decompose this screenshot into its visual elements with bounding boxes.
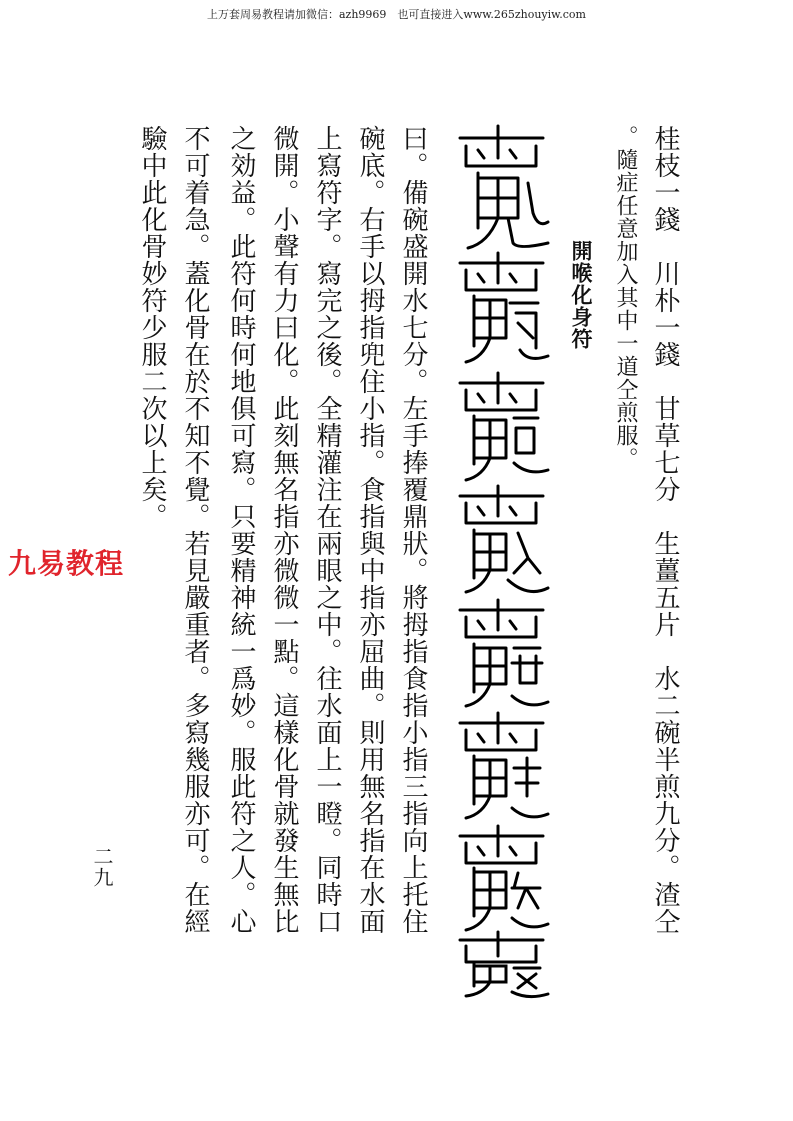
- page-number: 二九: [90, 846, 114, 888]
- text-column-6: 微開。小聲有力曰化。此刻無名指亦微微一點。這樣化骨就發生無比: [269, 125, 299, 935]
- text-column-3: 曰。備碗盛開水七分。左手捧覆鼎狀。將拇指食指小指三指向上托住: [398, 125, 428, 935]
- text-column-1: 桂枝一錢 川朴一錢 甘草七分 生薑五片 水二碗半煎九分。渣仝: [650, 125, 680, 935]
- section-heading: 開喉化身符: [569, 240, 593, 350]
- text-column-4: 碗底。右手以拇指兜住小指。食指與中指亦屈曲。則用無名指在水面: [355, 125, 385, 935]
- page-header: 上万套周易教程请加微信：azh9969 也可直接进入www.265zhouyiw.com: [206, 8, 586, 21]
- text-column-5: 上寫符字。寫完之後。全精灌注在兩眼之中。往水面上一瞪。同時口: [312, 125, 342, 935]
- text-column-8: 不可着急。蓋化骨在於不知不覺。若見嚴重者。多寫幾服亦可。在經: [180, 125, 210, 935]
- text-column-7: 之効益。此符何時何地俱可寫。只要精神統一爲妙。服此符之人。心: [226, 125, 256, 935]
- talisman-glyphs: [448, 118, 558, 978]
- watermark-logo: 九易教程: [8, 547, 125, 580]
- text-column-2: 。隨症任意加入其中一道仝煎服。: [613, 125, 638, 470]
- talisman-tail-glyph: [448, 960, 558, 1000]
- text-column-9: 驗中此化骨妙符少服二次以上矣。: [137, 125, 167, 530]
